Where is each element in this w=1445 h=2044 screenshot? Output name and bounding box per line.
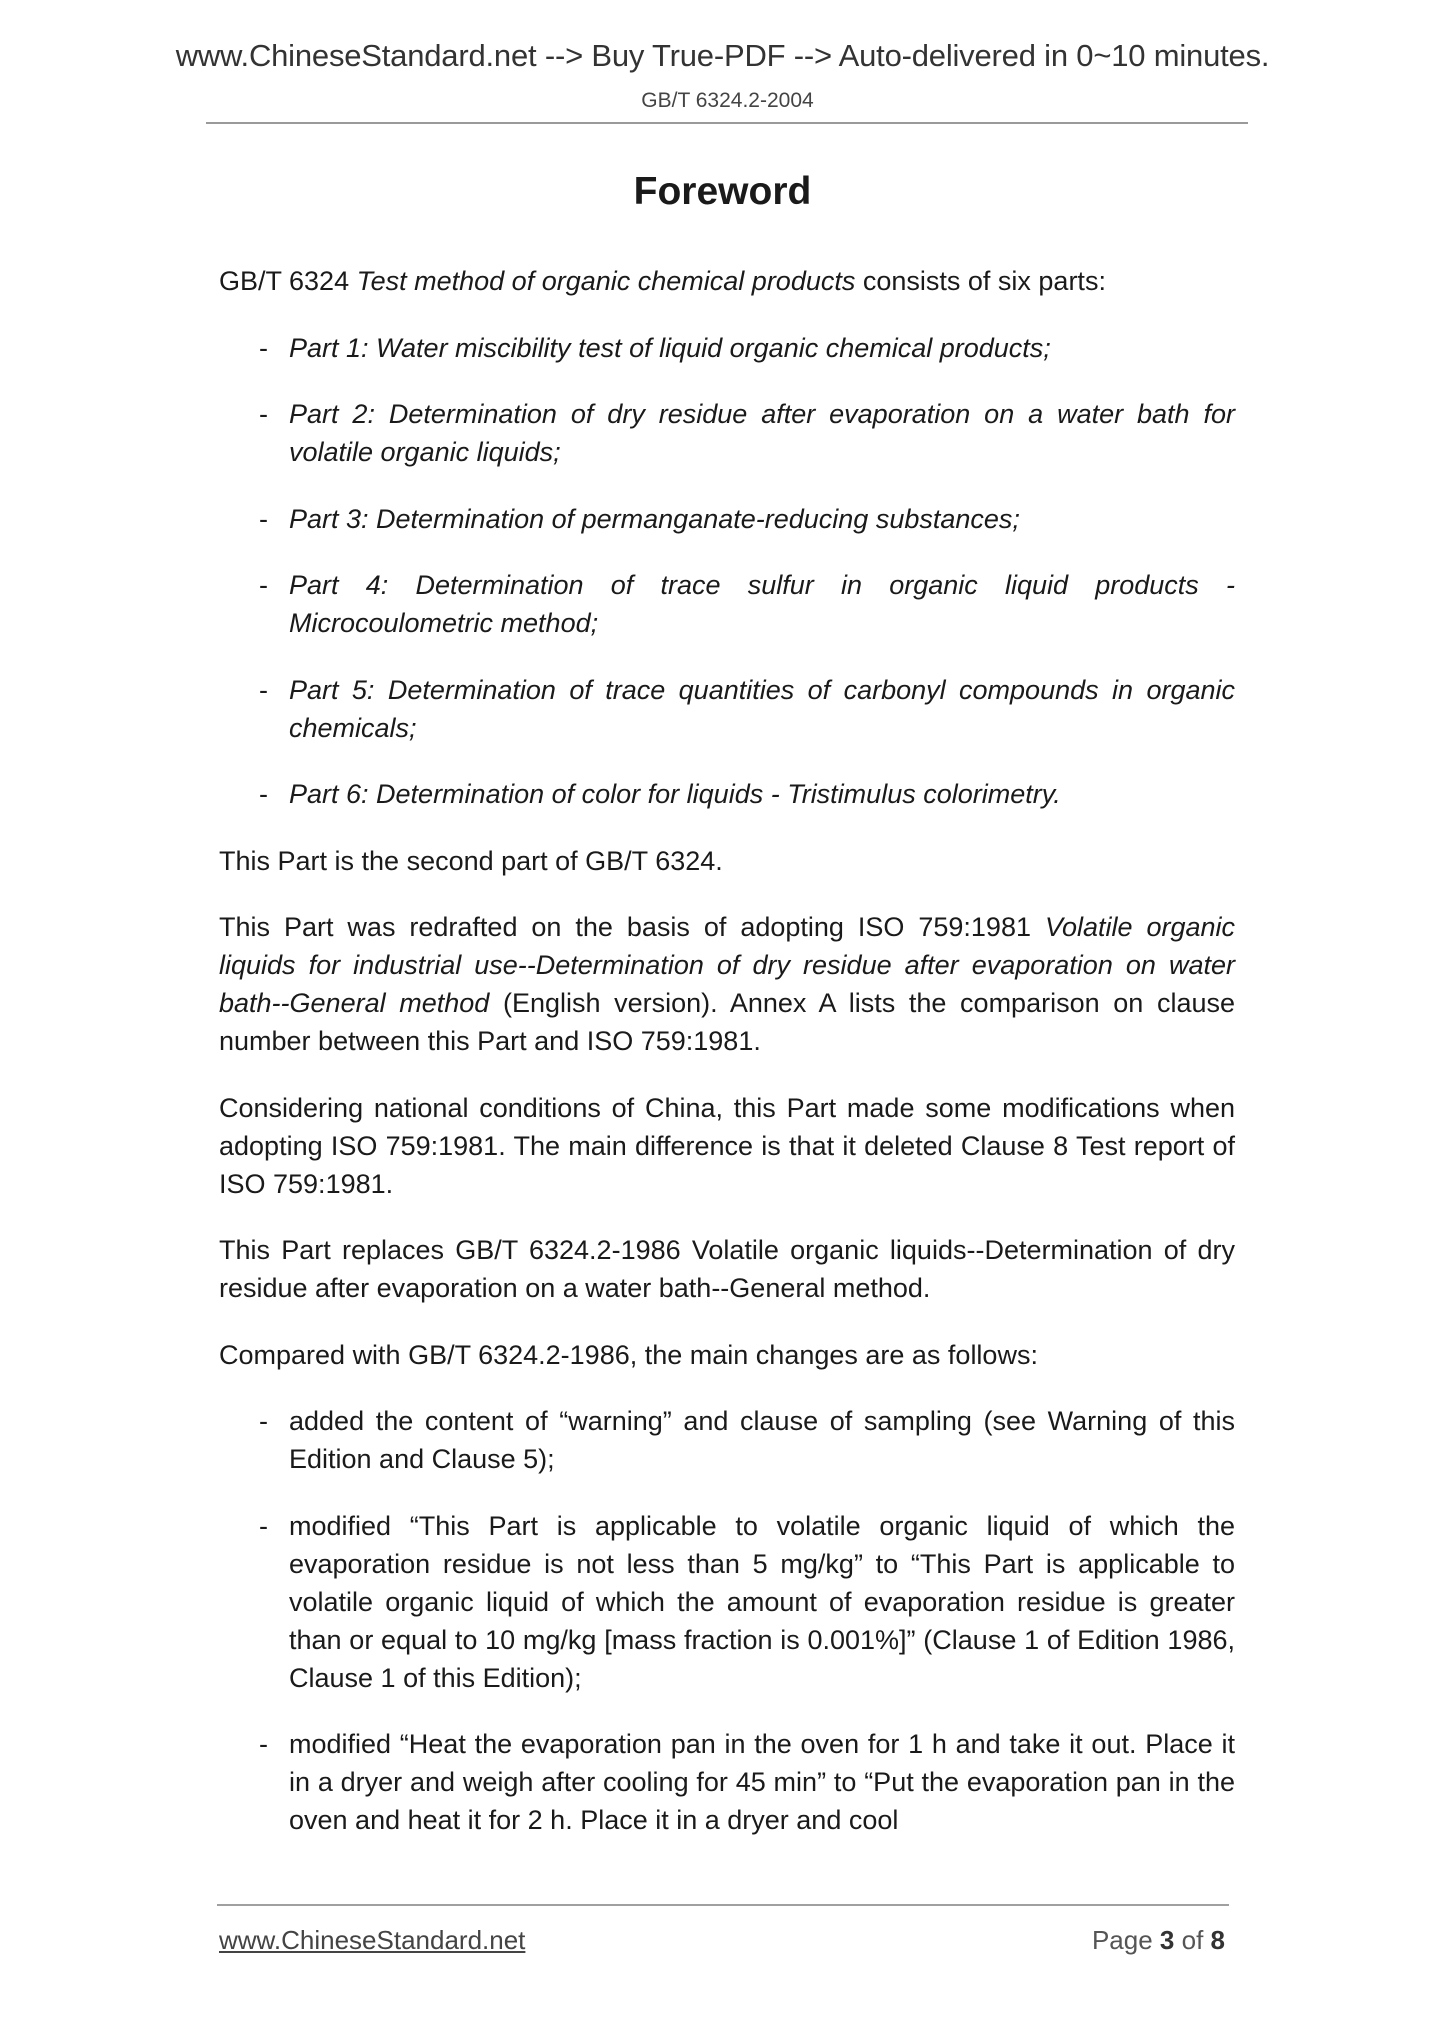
list-item xyxy=(219,329,1235,367)
header-banner: www.ChineseStandard.net --> Buy True-PDF --> Auto-delivered in 0~10 minutes. xyxy=(175,38,1270,73)
change-text: modified “Heat the evaporation pan in the oven for 1 h and take it out. Place it in a dryer and weigh after cooling for 45 min” to “Put the evaporation pan in the oven and heat it for 2 h. Place it in a dryer and cool xyxy=(289,1729,1235,1835)
footer-divider xyxy=(217,1904,1229,1906)
total-pages: 8 xyxy=(1210,1925,1225,1955)
change-text: added the content of “warning” and clause of sampling (see Warning of this Edition and Clause 5); xyxy=(289,1406,1235,1474)
page-label: Page xyxy=(1091,1925,1160,1955)
change-text: modified “This Part is applicable to volatile organic liquid of which the evaporation residue is not less than 5 mg/kg” to “This Part is applicable to volatile organic liquid of which the amount of evaporation residue is greater than or equal to 10 mg/kg [mass fraction is 0.001%]” (Clause 1 of Edition 1986, Clause 1 of this Edition); xyxy=(289,1510,1235,1693)
intro-paragraph xyxy=(219,262,1235,300)
paragraph-conditions: Considering national conditions of China, this Part made some modifications when adopting ISO 759:1981. The main difference is that it deleted Clause 8 Test report of ISO 759:1981. xyxy=(219,1092,1235,1199)
header-divider xyxy=(206,122,1248,124)
redraft-text: This Part was redrafted on the basis of adopting ISO 759:1981 xyxy=(219,912,1045,942)
list-item xyxy=(219,566,1235,642)
list-item xyxy=(219,775,1235,813)
redraft-text-end: (English version). Annex A lists the comparison on clause number between this Part and ISO 759:1981. xyxy=(219,988,1235,1056)
current-page: 3 xyxy=(1159,1925,1175,1955)
dash: - xyxy=(259,332,268,363)
dash: - xyxy=(259,779,268,809)
part-text: Part 6: Determination of color for liquids - Tristimulus colorimetry. xyxy=(289,779,1061,809)
list-item xyxy=(219,500,1235,538)
footer-website-link[interactable]: www.ChineseStandard.net xyxy=(219,1925,526,1955)
part-text: Part 2: Determination of dry residue after evaporation on a water bath for volatile organic liquids; xyxy=(289,399,1235,467)
intro-text-end: consists of six parts: xyxy=(855,266,1106,296)
dash: - xyxy=(259,1510,268,1541)
dash: - xyxy=(259,399,268,429)
dash: - xyxy=(259,503,268,534)
list-item xyxy=(219,1507,1235,1697)
list-item xyxy=(219,1725,1235,1839)
part-text: Part 5: Determination of trace quantities of carbonyl compounds in organic chemicals; xyxy=(289,674,1235,743)
page-of: of xyxy=(1174,1925,1211,1955)
part-text: Part 4: Determination of trace sulfur in organic liquid products - Microcoulometric method; xyxy=(289,570,1235,638)
dash: - xyxy=(259,570,268,600)
dash: - xyxy=(259,674,268,705)
paragraph-compared: Compared with GB/T 6324.2-1986, the main changes are as follows: xyxy=(219,1339,1038,1370)
page-number xyxy=(1092,1925,1225,1956)
list-item xyxy=(219,395,1235,471)
header-doc-code: GB/T 6324.2-2004 xyxy=(641,89,814,112)
dash: - xyxy=(259,1406,268,1436)
intro-title: Test method of organic chemical products xyxy=(356,266,856,296)
list-item xyxy=(219,1402,1235,1478)
part-text: Part 3: Determination of permanganate-reducing substances; xyxy=(289,503,1020,534)
document-body xyxy=(219,262,1235,1868)
redraft-title: Volatile organic liquids for industrial use--Determination of dry residue after evaporation on water bath--General method xyxy=(219,912,1235,1018)
paragraph-redrafted xyxy=(219,908,1235,1060)
page-title: Foreword xyxy=(633,170,812,213)
paragraph-second-part: This Part is the second part of GB/T 6324. xyxy=(219,845,723,876)
part-text: Part 1: Water miscibility test of liquid organic chemical products; xyxy=(289,332,1051,363)
dash: - xyxy=(259,1729,268,1759)
intro-text: GB/T 6324 xyxy=(219,266,357,296)
list-item xyxy=(219,671,1235,747)
paragraph-replaces: This Part replaces GB/T 6324.2-1986 Volatile organic liquids--Determination of dry residue after evaporation on a water bath--General method. xyxy=(219,1235,1235,1303)
